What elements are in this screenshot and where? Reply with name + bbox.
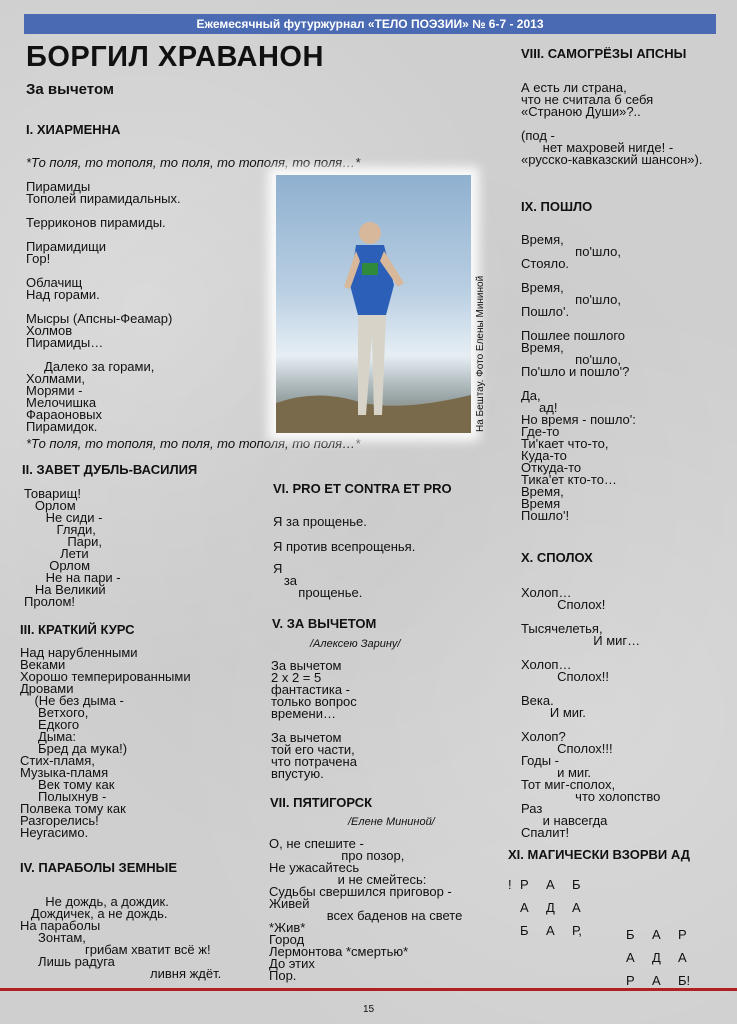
poem-7-body: О, не спешите - про позор, Не ужасайтесь и не смейтесь: Судьбы свершился приговор - Живей всех баденов на свете *Жив* Город Лермонтова *смертью* До этих Пор. — [269, 836, 463, 983]
journal-header: Ежемесячный футуржурнал «ТЕЛО ПОЭЗИИ» № 6-7 - 2013 — [24, 14, 716, 34]
poem-10-body: Холоп… Сполох! Тысячелетья, И миг… Холоп… Сполох!! Века. И миг. Холоп? Сполох!!! Годы - и миг. Тот миг-сполох, что холопство Раз и навсегда Спалит! — [521, 585, 661, 840]
magic-grid-2-row: Б А Р — [626, 927, 687, 942]
section-title-8: VIII. САМОГРЁЗЫ АПСНЫ — [521, 46, 687, 61]
section-title-5: V. ЗА ВЫЧЕТОМ — [272, 616, 377, 631]
magic-grid-1-row: Б А Р, — [520, 923, 582, 938]
page-number: 15 — [362, 1004, 375, 1015]
refrain-bottom: *То поля, то тополя, то поля, то тополя, то поля…* — [26, 436, 361, 451]
poem-9-body: Время, по'шло, Стояло. Время, по'шло, Пошло'. Пошлее пошлого Время, по'шло, По'шло и пошло'? Да, ад! Но время - пошло': Где-то Ти'кает что-то, Куда-то Откуда-то Тика'ет кто-то… Время, Время Пошло'! — [521, 232, 636, 523]
poem-7-dedication: /Елене Мининой/ — [348, 816, 435, 828]
magic-grid-1-row: ! Р А Б — [508, 877, 581, 892]
poem-8-body: А есть ли страна, что не считала б себя «Страною Души»?.. (под - нет махровей нигде! - «русско-кавказский шансон»). — [521, 80, 703, 167]
footer-divider — [0, 988, 737, 991]
magic-grid-1-row: А Д А — [520, 900, 581, 915]
person-photo-icon — [276, 175, 471, 433]
poem-5-dedication: /Алексею Зарину/ — [310, 638, 401, 650]
section-title-6: VI. PRO ET CONTRA ET PRO — [273, 481, 452, 496]
magic-grid-2-row: Р А Б! — [626, 973, 691, 988]
poem-6-line-1: Я за прощенье. — [273, 514, 367, 529]
cycle-title: За вычетом — [26, 81, 115, 98]
author-photo — [276, 175, 471, 433]
poem-3-body: Над нарубленными Веками Хорошо темперированными Дровами (Не без дыма - Ветхого, Едкого Дыма: Бред да мука!) Стих-пламя, Музыка-пламя Век тому как Полыхнув - Полвека тому как Разгорелись! Неугасимо. — [20, 645, 191, 840]
section-title-4: IV. ПАРАБОЛЫ ЗЕМНЫЕ — [20, 860, 177, 875]
section-title-11: XI. МАГИЧЕСКИ ВЗОРВИ АД — [508, 847, 690, 862]
refrain-top: *То поля, то тополя, то поля, то тополя, то поля…* — [26, 155, 361, 170]
section-title-9: IX. ПОШЛО — [521, 199, 593, 214]
section-title-10: X. СПОЛОХ — [521, 550, 593, 565]
magic-grid-2 — [626, 923, 704, 992]
author-name: БОРГИЛ ХРАВАНОН — [26, 41, 324, 73]
poem-2-body: Товарищ! Орлом Не сиди - Гляди, Пари, Лети Орлом Не на пари - На Великий Пролом! — [24, 486, 121, 609]
section-title-1: I. ХИАРМЕННА — [26, 122, 121, 137]
photo-caption: На Бештау. Фото Елены Мининой — [475, 275, 486, 432]
section-title-3: III. КРАТКИЙ КУРС — [20, 622, 135, 637]
section-title-7: VII. ПЯТИГОРСК — [270, 795, 373, 810]
magic-grid-1 — [508, 873, 598, 942]
poem-6-line-2: Я против всепрощенья. — [273, 539, 416, 554]
poem-4-body: Не дождь, а дождик. Дождичек, а не дождь. На параболы Зонтам, грибам хватит всё ж! Лишь радуга ливня ждёт. — [20, 894, 222, 981]
poem-6-stair: Я за прощенье. — [273, 561, 363, 600]
poem-5-body: За вычетом 2 х 2 = 5 фантастика - только вопрос времени… За вычетом той его части, что потрачена впустую. — [271, 658, 357, 781]
section-title-2: II. ЗАВЕТ ДУБЛЬ-ВАСИЛИЯ — [22, 462, 198, 477]
poem-1-body: Пирамиды Тополей пирамидальных. Терриконов пирамиды. Пирамидищи Гор! Облачищ Над горами. Мысры (Апсны-Феамар) Холмов Пирамиды… Далеко за горами, Холмами, Морями - Мелочишка Фараоновых Пирамидок. — [26, 179, 181, 434]
magic-grid-2-row: А Д А — [626, 950, 687, 965]
